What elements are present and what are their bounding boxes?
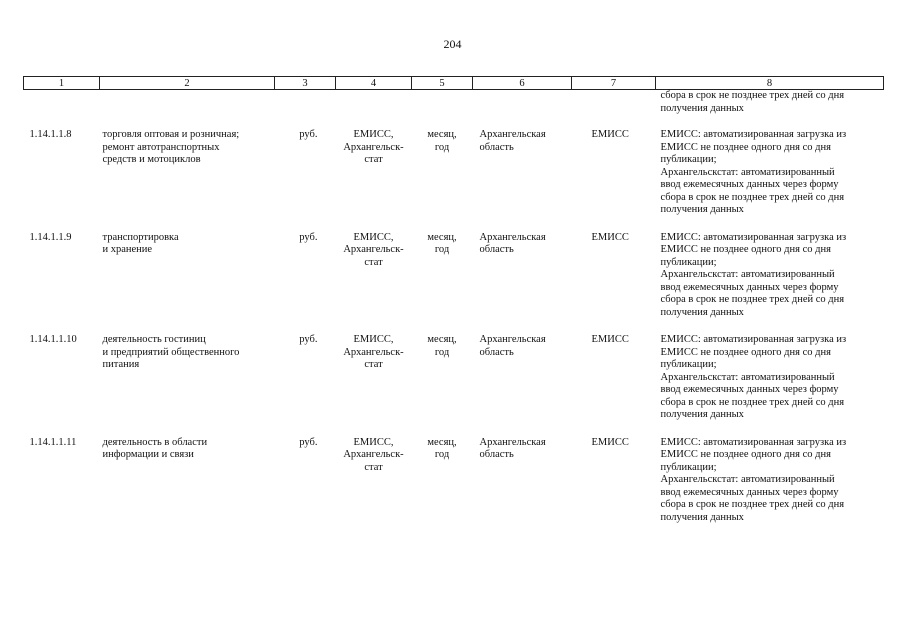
region-cell: Архангельская область — [479, 436, 546, 460]
period-cell: месяц, год — [427, 129, 457, 153]
unit-cell: руб. — [299, 436, 318, 448]
source-cell: ЕМИСС, Архангельск- стат — [343, 231, 404, 268]
indicator-name: деятельность гостиниц и предприятий общественного питания — [102, 334, 240, 370]
indicator-name: деятельность в области информации и связи — [102, 436, 208, 460]
column-header-3: 3 — [275, 77, 336, 90]
period-cell: месяц, год — [427, 334, 457, 358]
unit-cell: руб. — [299, 334, 318, 345]
page-number: 204 — [443, 37, 462, 51]
column-number-header-row — [24, 77, 884, 90]
period-cell: месяц, год — [427, 436, 457, 460]
source-cell: ЕМИСС, Архангельск- стат — [343, 129, 404, 165]
table-row — [24, 437, 884, 540]
source-cell: ЕМИСС, Архангельск- стат — [343, 334, 404, 370]
source-cell: ЕМИСС, Архангельск- стат — [343, 436, 404, 473]
column-header-5: 5 — [412, 77, 473, 90]
unit-cell: руб. — [299, 129, 318, 140]
indicator-code: 1.14.1.1.8 — [29, 129, 72, 140]
table-row — [24, 129, 884, 232]
indicator-code: 1.14.1.1.10 — [29, 334, 77, 345]
note-cell: ЕМИСС: автоматизированная загрузка из ЕМИСС не позднее одного дня со дня публикации; Архангельскстат: автоматизированный ввод ежемесячных данных через форму сбора в срок не позднее трех дней со дня получения данных — [660, 129, 847, 215]
column-header-6: 6 — [473, 77, 572, 90]
period-cell: месяц, год — [427, 231, 457, 255]
indicator-code: 1.14.1.1.9 — [29, 231, 72, 243]
column-header-2: 2 — [100, 77, 275, 90]
note-cell: ЕМИСС: автоматизированная загрузка из ЕМИСС не позднее одного дня со дня публикации; Архангельскстат: автоматизированный ввод ежемесячных данных через форму сбора в срок не позднее трех дней со дня получения данных — [660, 231, 847, 318]
system-cell: ЕМИСС — [591, 334, 629, 345]
region-cell: Архангельская область — [479, 334, 546, 358]
continuation-row — [24, 90, 884, 130]
continuation-note: сбора в срок не позднее трех дней со дня получения данных — [660, 90, 845, 114]
indicators-table — [23, 76, 884, 539]
note-cell: ЕМИСС: автоматизированная загрузка из ЕМИСС не позднее одного дня со дня публикации; Архангельскстат: автоматизированный ввод ежемесячных данных через форму сбора в срок не позднее трех дней со дня получения данных — [660, 436, 847, 523]
note-cell: ЕМИСС: автоматизированная загрузка из ЕМИСС не позднее одного дня со дня публикации; Архангельскстат: автоматизированный ввод ежемесячных данных через форму сбора в срок не позднее трех дней со дня получения данных — [660, 334, 847, 420]
system-cell: ЕМИСС — [591, 129, 629, 140]
system-cell: ЕМИСС — [591, 231, 629, 243]
indicator-code: 1.14.1.1.11 — [29, 436, 77, 448]
column-header-8: 8 — [656, 77, 884, 90]
column-header-7: 7 — [572, 77, 656, 90]
region-cell: Архангельская область — [479, 129, 546, 153]
column-header-1: 1 — [24, 77, 100, 90]
column-header-4: 4 — [336, 77, 412, 90]
region-cell: Архангельская область — [479, 231, 546, 255]
indicator-name: транспортировка и хранение — [102, 231, 179, 255]
unit-cell: руб. — [299, 231, 318, 243]
table-row — [24, 334, 884, 437]
indicator-name: торговля оптовая и розничная; ремонт автотранспортных средств и мотоциклов — [102, 129, 240, 165]
system-cell: ЕМИСС — [591, 436, 629, 448]
table-row — [24, 232, 884, 335]
